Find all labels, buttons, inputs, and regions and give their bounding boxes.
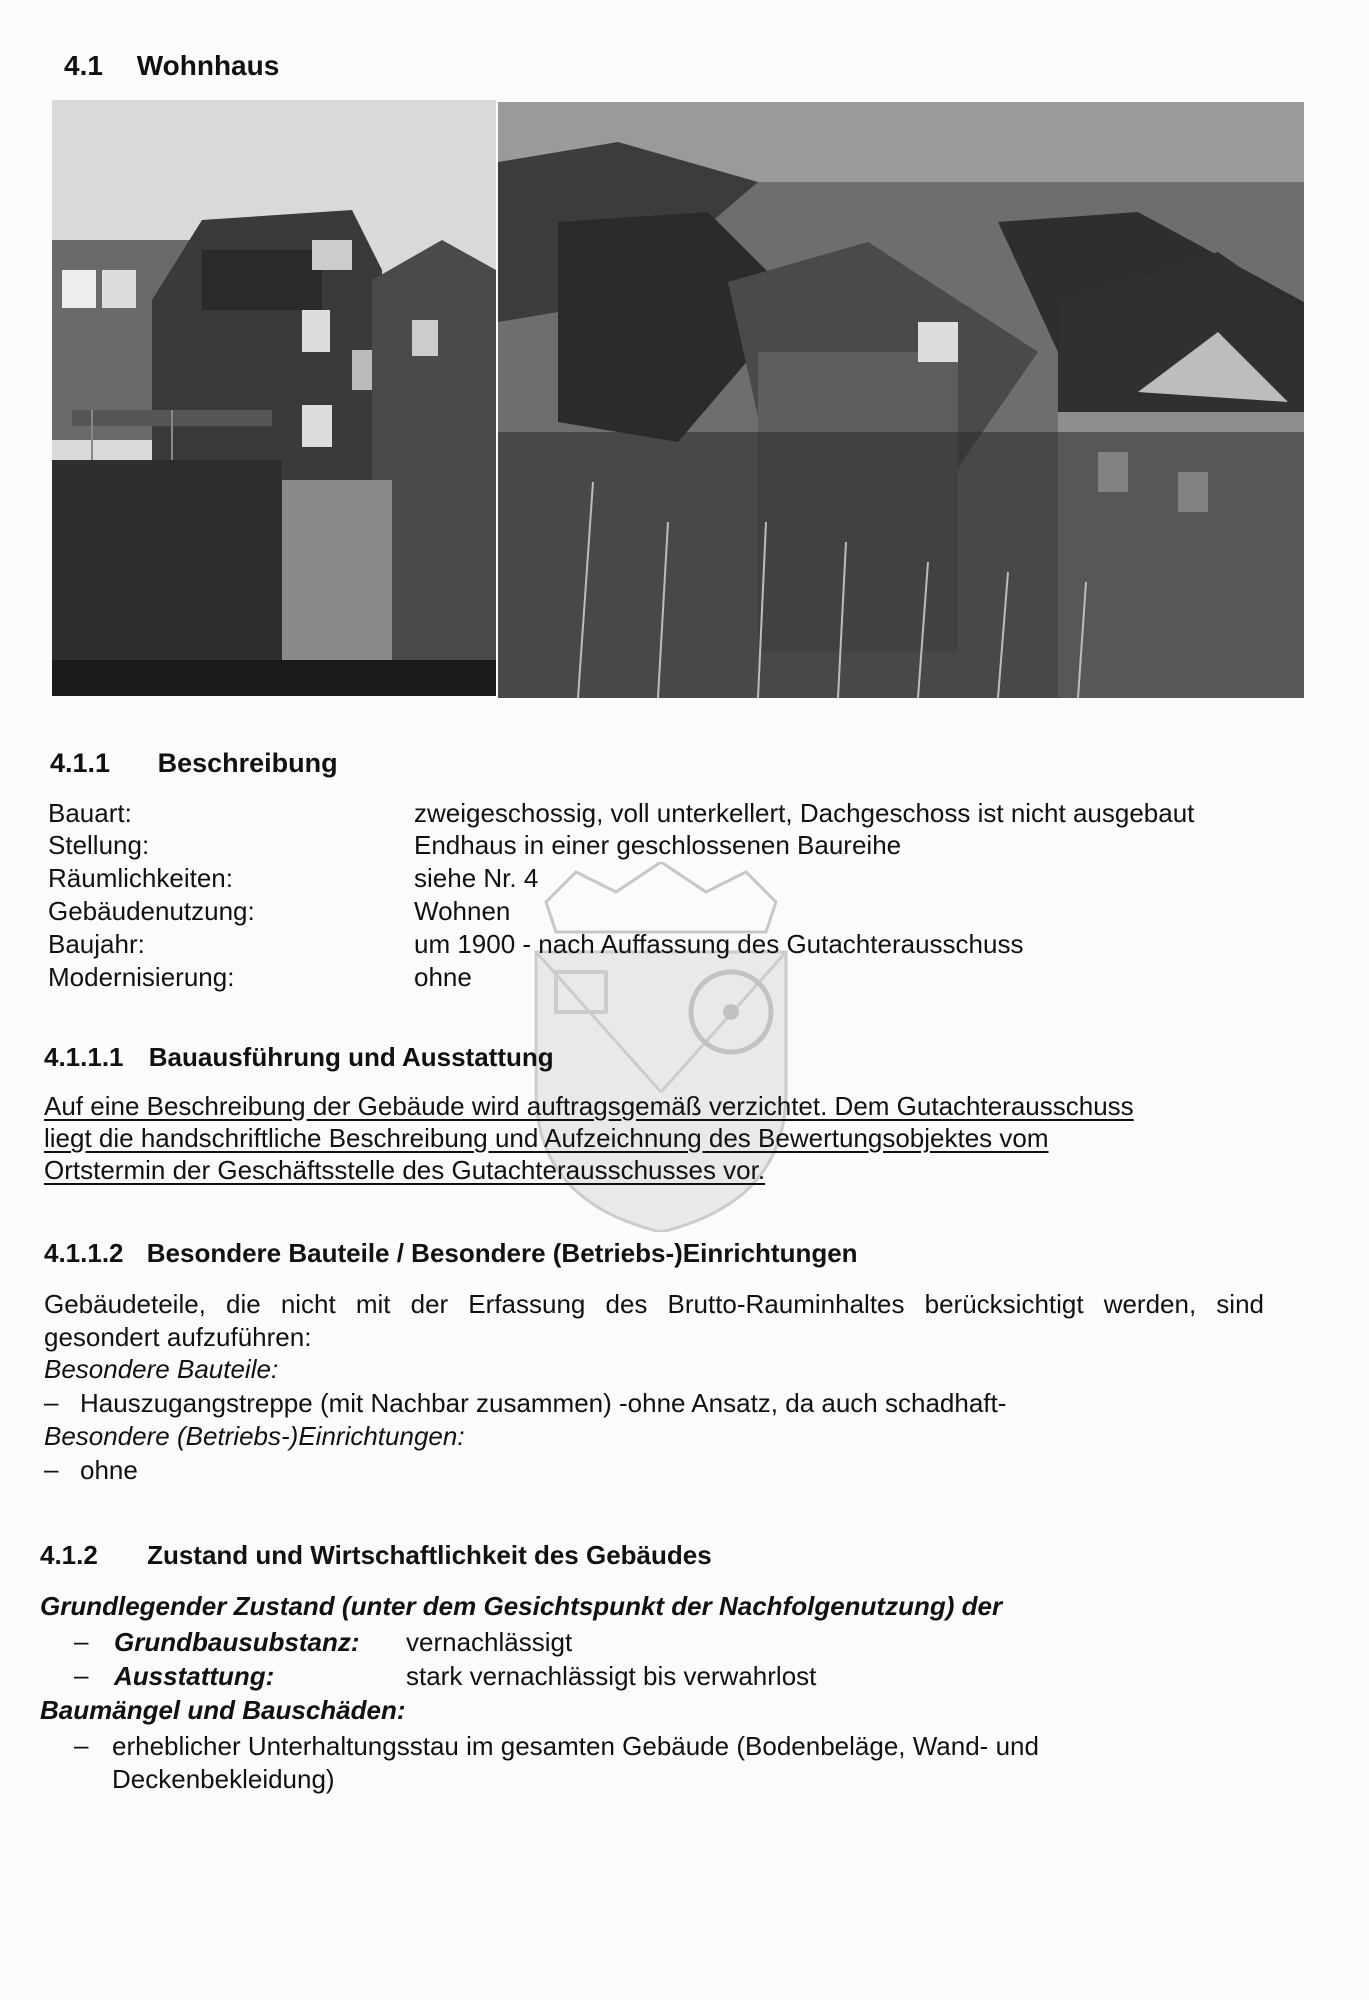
besondere-bauteile-item: Hauszugangstreppe (mit Nachbar zusammen) -ohne Ansatz, da auch schadhaft- [80,1388,1007,1418]
row-label-modernisierung: Modernisierung: [48,962,235,992]
bauausfuehrung-line-3: Ortstermin der Geschäftsstelle des Gutachterausschusses vor. [44,1155,766,1185]
beschreibung-heading [50,748,338,779]
zustand-heading [40,1540,712,1571]
row-value-raeumlichkeiten: siehe Nr. 4 [414,863,539,893]
besondere-intro-line-1: Gebäudeteile, die nicht mit der Erfassung des Brutto-Rauminhaltes berücksichtigt werden, sind [44,1289,1264,1319]
baumaengel-line-1: erheblicher Unterhaltungsstau im gesamten Gebäude (Bodenbeläge, Wand- und [112,1731,1039,1761]
zustand-item-value-ausstattung: stark vernachlässigt bis verwahrlost [406,1661,817,1691]
bauausfuehrung-heading [44,1042,554,1073]
zustand-title: Zustand und Wirtschaftlichkeit des Gebäudes [147,1540,712,1570]
section-number: 4.1 [64,50,103,81]
baumaengel-label: Baumängel und Bauschäden: [40,1695,406,1725]
zustand-number: 4.1.2 [40,1540,98,1570]
row-label-raeumlichkeiten: Räumlichkeiten: [48,863,233,893]
row-label-bauart: Bauart: [48,798,132,828]
zustand-dash-2: – [74,1660,89,1690]
beschreibung-title: Beschreibung [157,748,338,778]
besondere-einrichtungen-item: ohne [80,1455,138,1485]
bauausfuehrung-number: 4.1.1.1 [44,1042,124,1072]
besondere-number: 4.1.1.2 [44,1238,124,1268]
zustand-dash-1: – [74,1626,89,1656]
besondere-heading [44,1238,858,1269]
bauausfuehrung-line-2: liegt die handschriftliche Beschreibung und Aufzeichnung des Bewertungsobjektes vom [44,1123,1049,1153]
besondere-einrichtungen-label: Besondere (Betriebs-)Einrichtungen: [44,1421,465,1451]
zustand-subheading: Grundlegender Zustand (unter dem Gesichtspunkt der Nachfolgenutzung) der [40,1591,1003,1621]
row-value-baujahr: um 1900 - nach Auffassung des Gutachterausschuss [414,929,1024,959]
bauausfuehrung-title: Bauausführung und Ausstattung [148,1042,554,1072]
row-value-bauart: zweigeschossig, voll unterkellert, Dachgeschoss ist nicht ausgebaut [414,798,1195,828]
besondere-bauteile-label: Besondere Bauteile: [44,1354,279,1384]
baumaengel-line-2: Deckenbekleidung) [112,1764,335,1794]
row-label-baujahr: Baujahr: [48,929,145,959]
zustand-item-label-ausstattung: Ausstattung: [114,1661,275,1691]
maengel-dash: – [74,1730,89,1760]
row-value-stellung: Endhaus in einer geschlossenen Baureihe [414,830,902,860]
bauausfuehrung-line-1: Auf eine Beschreibung der Gebäude wird auftragsgemäß verzichtet. Dem Gutachterausschuss [44,1091,1134,1121]
zustand-item-value-grundbausubstanz: vernachlässigt [406,1627,573,1657]
section-heading [64,50,279,82]
rear-facade-photo [52,100,496,696]
besondere-intro-line-2: gesondert aufzuführen: [44,1322,312,1352]
einrichtungen-dash: – [44,1454,59,1484]
rooftops-photo [498,102,1304,698]
row-label-gebaeudenutzung: Gebäudenutzung: [48,896,255,926]
besondere-title: Besondere Bauteile / Besondere (Betriebs-)Einrichtungen [146,1238,858,1268]
row-value-gebaeudenutzung: Wohnen [414,896,511,926]
beschreibung-number: 4.1.1 [50,748,111,778]
row-value-modernisierung: ohne [414,962,472,992]
row-label-stellung: Stellung: [48,830,150,860]
bauteile-dash: – [44,1387,59,1417]
zustand-item-label-grundbausubstanz: Grundbausubstanz: [114,1627,360,1657]
section-title: Wohnhaus [136,50,280,81]
